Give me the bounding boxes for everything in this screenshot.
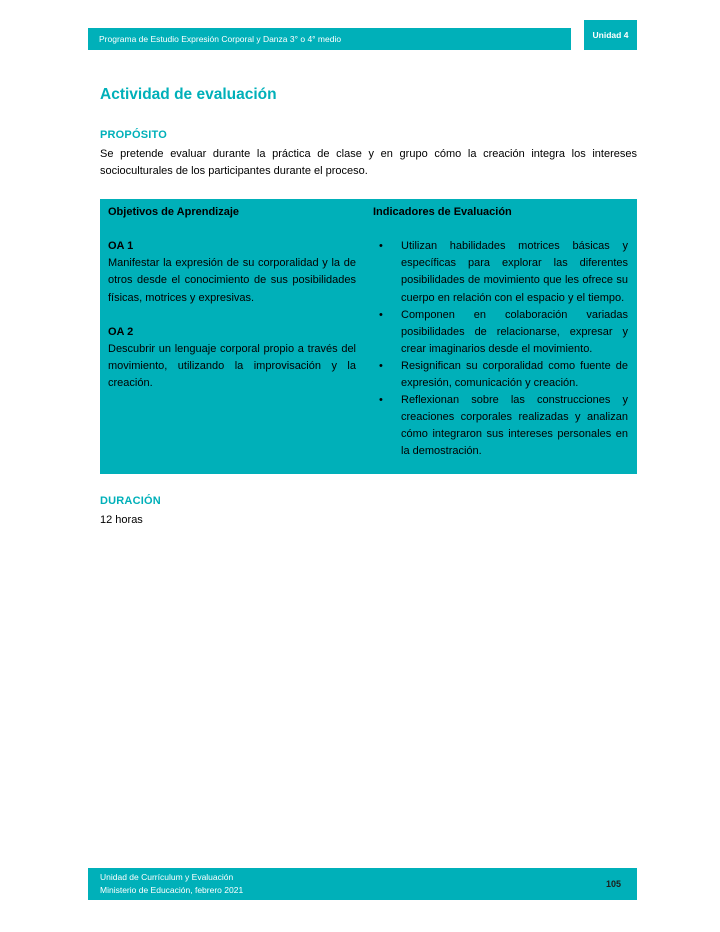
indicator-item [373, 392, 628, 460]
proposito-text: Se pretende evaluar durante la práctica de clase y en grupo cómo la creación integra los intereses socioculturales de los participantes durante el proceso. [100, 148, 637, 178]
page-title: Actividad de evaluación [100, 86, 277, 103]
indicator-item [373, 358, 628, 392]
duracion-text: 12 horas [100, 514, 143, 526]
program-title: Programa de Estudio Expresión Corporal y Danza 3° o 4° medio [99, 34, 342, 44]
indicadores-column [365, 199, 637, 474]
oa1-block [108, 238, 356, 306]
program-title-bar [88, 28, 571, 50]
bullet-icon: • [379, 308, 383, 321]
indicator-item [373, 238, 628, 306]
indicadores-column-header: Indicadores de Evaluación [373, 206, 512, 219]
page-number: 105 [605, 879, 621, 889]
oa1-text: Manifestar la expresión de su corporalidad y la de otros desde el conocimiento de sus posibilidades físicas, motrices y expresivas. [108, 257, 356, 304]
duracion-heading: DURACIÓN [100, 495, 161, 507]
indicator-item [373, 307, 628, 358]
unit-badge-label: Unidad 4 [592, 30, 629, 40]
footer-line2: Ministerio de Educación, febrero 2021 [100, 885, 244, 895]
indicator-list [373, 238, 628, 460]
indicator-text: Resignifican su corporalidad como fuente de expresión, comunicación y creación. [401, 359, 628, 389]
indicator-text: Utilizan habilidades motrices básicas y específicas para explorar las diferentes posibilidades de movimiento que les ofrece su cuerpo en relación con el espacio y el tiempo. [401, 240, 628, 304]
bullet-icon: • [379, 359, 383, 372]
oa2-code: OA 2 [108, 325, 134, 338]
indicator-text: Componen en colaboración variadas posibilidades de relacionarse, expresar y crear imaginarios desde el movimiento. [401, 308, 628, 355]
footer-line1: Unidad de Currículum y Evaluación [100, 872, 234, 883]
objetivos-column-header: Objetivos de Aprendizaje [108, 206, 240, 219]
oa1-code: OA 1 [108, 240, 134, 253]
main-content [100, 86, 637, 529]
oa2-text: Descubrir un lenguaje corporal propio a través del movimiento, utilizando la improvisación y la creación. [108, 342, 356, 389]
objetivos-column [100, 199, 365, 474]
proposito-heading: PROPÓSITO [100, 129, 167, 141]
bullet-icon: • [379, 393, 383, 406]
bullet-icon: • [379, 240, 383, 253]
footer-credits [100, 871, 243, 897]
oa2-block [108, 324, 356, 392]
indicator-text: Reflexionan sobre las construcciones y creaciones corporales realizadas y analizan cómo integraron sus intereses personales en la demostración. [401, 393, 628, 457]
page-footer [88, 868, 637, 900]
unit-badge [584, 20, 637, 50]
evaluation-table [100, 199, 637, 474]
